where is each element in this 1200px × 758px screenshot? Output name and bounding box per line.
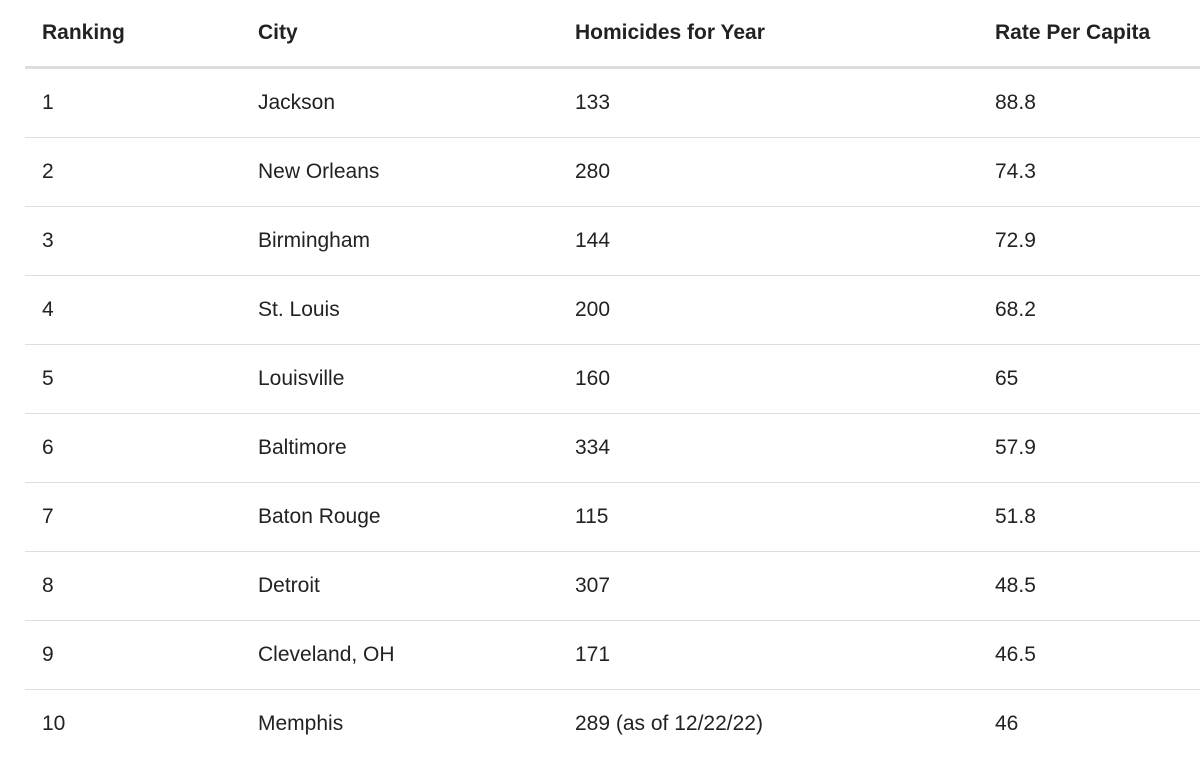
table-row [25,138,1200,207]
cell-rate: 68.2 [978,276,1200,345]
header-city: City [241,0,558,68]
homicide-ranking-table [25,0,1200,758]
cell-city: Birmingham [241,207,558,276]
table-row [25,483,1200,552]
header-row [25,0,1200,68]
cell-homicides: 171 [558,621,978,690]
cell-homicides: 307 [558,552,978,621]
cell-rate: 74.3 [978,138,1200,207]
cell-ranking: 4 [25,276,241,345]
cell-homicides: 160 [558,345,978,414]
table-header [25,0,1200,68]
cell-rate: 65 [978,345,1200,414]
cell-city: Detroit [241,552,558,621]
cell-rate: 48.5 [978,552,1200,621]
table-row [25,621,1200,690]
header-homicides: Homicides for Year [558,0,978,68]
table-row [25,276,1200,345]
cell-rate: 46 [978,690,1200,758]
cell-homicides: 334 [558,414,978,483]
cell-ranking: 7 [25,483,241,552]
table-row [25,414,1200,483]
cell-ranking: 6 [25,414,241,483]
cell-ranking: 1 [25,68,241,138]
cell-ranking: 5 [25,345,241,414]
cell-rate: 51.8 [978,483,1200,552]
header-rate-per-capita: Rate Per Capita [978,0,1200,68]
cell-homicides: 200 [558,276,978,345]
cell-city: Memphis [241,690,558,758]
cell-rate: 57.9 [978,414,1200,483]
cell-ranking: 9 [25,621,241,690]
cell-homicides: 115 [558,483,978,552]
cell-rate: 88.8 [978,68,1200,138]
cell-ranking: 8 [25,552,241,621]
table-row [25,68,1200,138]
table-row [25,207,1200,276]
table-row [25,345,1200,414]
cell-homicides: 289 (as of 12/22/22) [558,690,978,758]
table-row [25,552,1200,621]
cell-city: St. Louis [241,276,558,345]
cell-city: Baton Rouge [241,483,558,552]
cell-ranking: 2 [25,138,241,207]
cell-city: Louisville [241,345,558,414]
cell-homicides: 144 [558,207,978,276]
cell-city: Cleveland, OH [241,621,558,690]
cell-city: Baltimore [241,414,558,483]
cell-ranking: 10 [25,690,241,758]
cell-ranking: 3 [25,207,241,276]
cell-rate: 46.5 [978,621,1200,690]
table-row [25,690,1200,758]
cell-city: Jackson [241,68,558,138]
cell-homicides: 280 [558,138,978,207]
cell-city: New Orleans [241,138,558,207]
cell-rate: 72.9 [978,207,1200,276]
header-ranking: Ranking [25,0,241,68]
table-body [25,68,1200,758]
cell-homicides: 133 [558,68,978,138]
